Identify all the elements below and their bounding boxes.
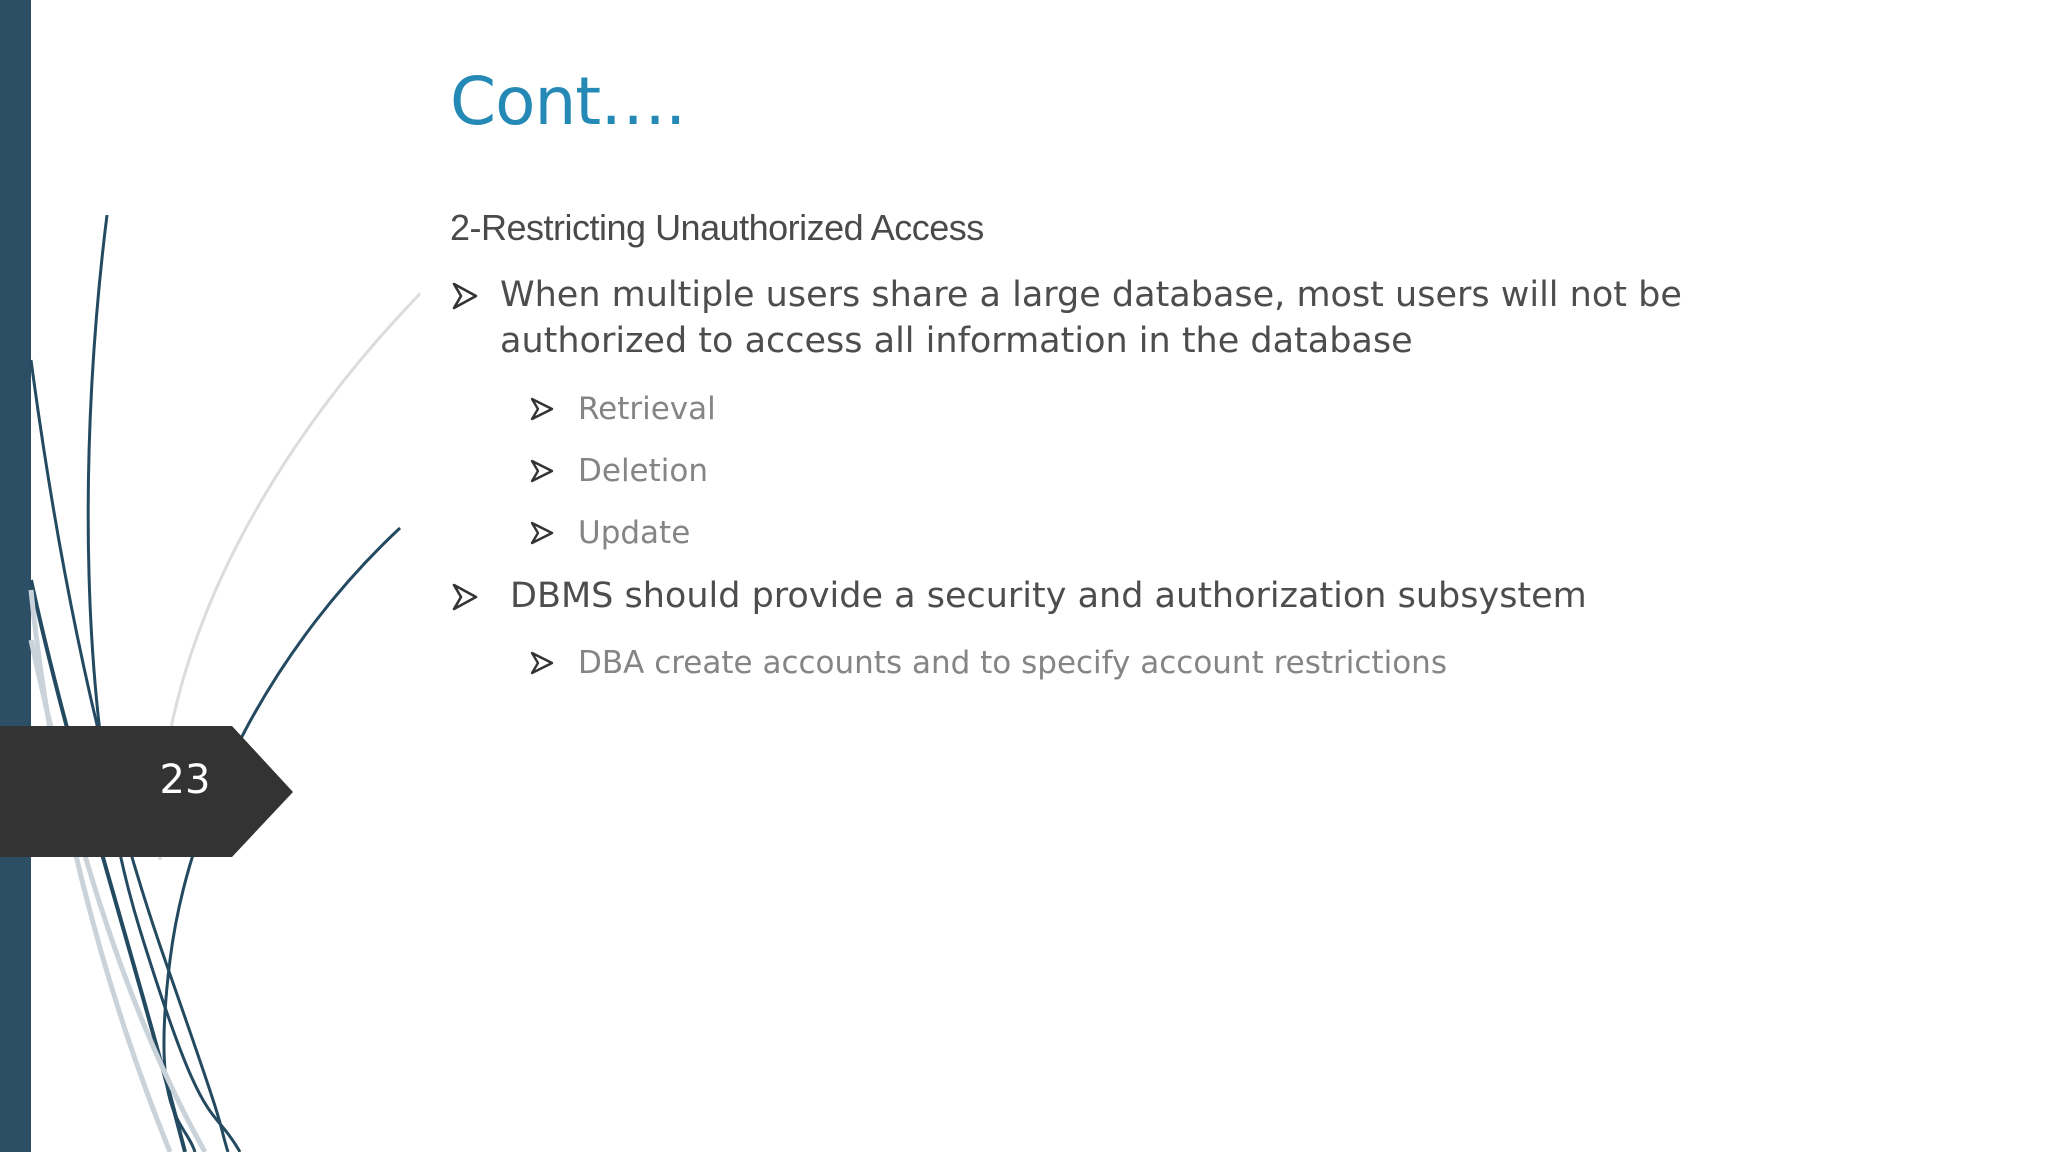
bullet-item — [530, 513, 1850, 553]
bullet-text: Update — [578, 515, 691, 551]
page-number-tag — [0, 726, 295, 859]
slide-subtitle: 2-Restricting Unauthorized Access — [450, 207, 984, 248]
decorative-curves — [0, 0, 420, 1152]
arrowhead-bullet-icon — [530, 651, 554, 675]
arrowhead-bullet-icon — [530, 521, 554, 545]
page-number: 23 — [159, 757, 211, 803]
bullet-text: Retrieval — [578, 391, 716, 427]
bullet-text: Deletion — [578, 453, 709, 489]
bullet-item — [530, 451, 1850, 491]
arrowhead-bullet-icon — [452, 282, 478, 310]
arrowhead-bullet-icon — [530, 459, 554, 483]
slide-title: Cont…. — [450, 63, 686, 140]
arrowhead-bullet-icon — [452, 583, 478, 611]
arrowhead-bullet-icon — [530, 397, 554, 421]
bullet-item — [452, 573, 1872, 619]
bullet-item — [530, 389, 1850, 429]
bullet-text: DBMS should provide a security and authorization subsystem — [510, 576, 1587, 616]
bullet-item — [452, 272, 1872, 364]
bullet-text: DBA create accounts and to specify account restrictions — [578, 645, 1447, 681]
bullet-text: When multiple users share a large database, most users will not be authorized to access all information in the database — [500, 275, 1682, 361]
bullet-item — [530, 643, 1850, 683]
